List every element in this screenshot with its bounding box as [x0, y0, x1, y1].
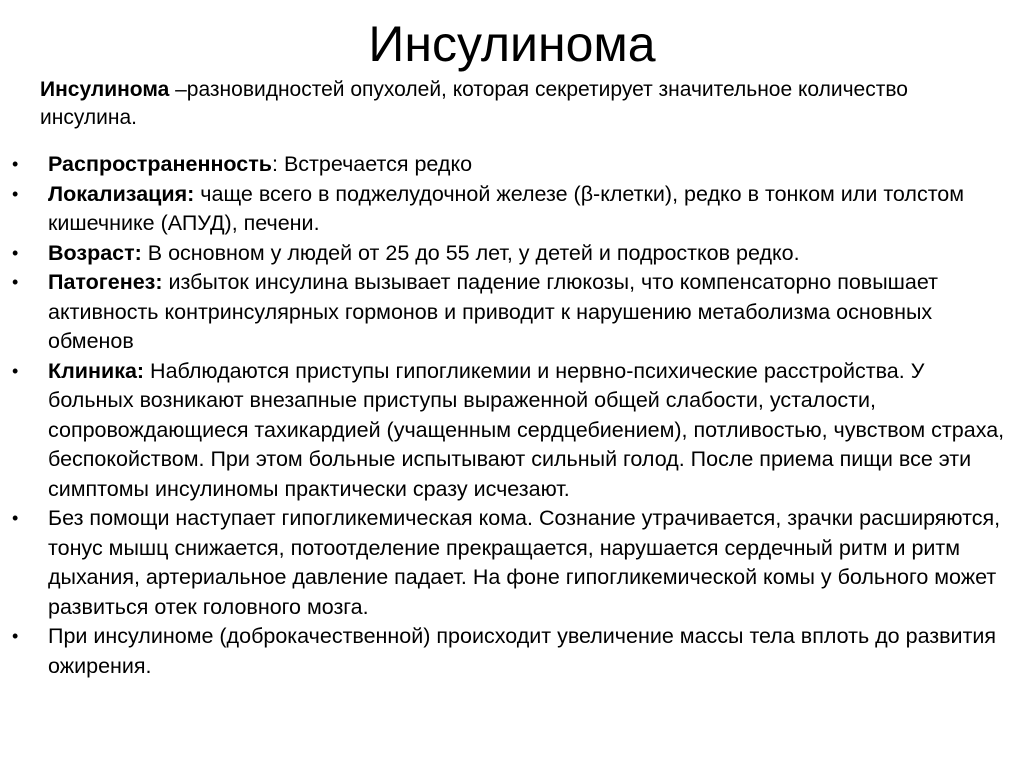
bullet-icon: • [12, 508, 19, 528]
bullet-term: Распространенность [48, 152, 272, 176]
bullet-item-localization [0, 180, 1010, 239]
bullet-text: В основном у людей от 25 до 55 лет, у детей и подростков редко. [141, 240, 800, 265]
bullet-term: Локализация: [48, 181, 195, 206]
intro-text: –разновидностей опухолей, которая секретирует значительное количество инсулина. [40, 78, 908, 129]
bullet-icon: • [12, 272, 19, 292]
bullet-item-pathogenesis [0, 268, 1010, 357]
bullet-item-age [0, 239, 1010, 269]
bullet-text: При инсулиноме (доброкачественной) происходит увеличение массы тела вплоть до развития ожирения. [48, 624, 997, 678]
bullet-icon: • [12, 242, 19, 263]
bullet-item-weight [0, 622, 1010, 681]
bullet-term: Патогенез: [48, 270, 163, 294]
bullet-icon: • [12, 626, 19, 646]
bullet-item-clinic [0, 357, 1010, 505]
bullet-text: : Встречается редко [272, 152, 473, 176]
bullet-icon: • [12, 183, 19, 204]
slide-title: Инсулинома [368, 16, 656, 72]
bullet-icon: • [12, 154, 19, 174]
bullet-term: Возраст: [48, 240, 142, 265]
intro-term: Инсулинома [40, 78, 170, 101]
bullet-text: Наблюдаются приступы гипогликемии и нервно-психические расстройства. У больных возникают внезапные приступы выраженной общей слабости, усталости, сопровождающиеся тахикардией (учащенным сердцебиением), потливостью, чувством страха, беспокойством. При этом больные испытывают сильный голод. После приема пищи все эти симптомы инсулиномы практически сразу исчезают. [48, 358, 1005, 501]
bullet-text: избыток инсулина вызывает падение глюкозы, что компенсаторно повышает активность контринсулярных гормонов и приводит к нарушению метаболизма основных обменов [48, 270, 938, 353]
bullet-text: чаще всего в поджелудочной железе (β-клетки), редко в тонком или толстом кишечнике (АПУД), печени. [48, 181, 965, 235]
intro-paragraph [40, 76, 980, 132]
bullet-text: Без помощи наступает гипогликемическая кома. Сознание утрачивается, зрачки расширяются, тонус мышц снижается, потоотделение прекращается, нарушается сердечный ритм и ритм дыхания, артериальное давление падает. На фоне гипогликемической комы у больного может развиться отек головного мозга. [48, 506, 1001, 619]
bullet-item-prevalence [0, 150, 1010, 180]
bullet-icon: • [12, 360, 19, 381]
bullet-term: Клиника: [48, 358, 145, 383]
bullet-item-coma [0, 504, 1010, 622]
bullet-list [0, 150, 1010, 681]
